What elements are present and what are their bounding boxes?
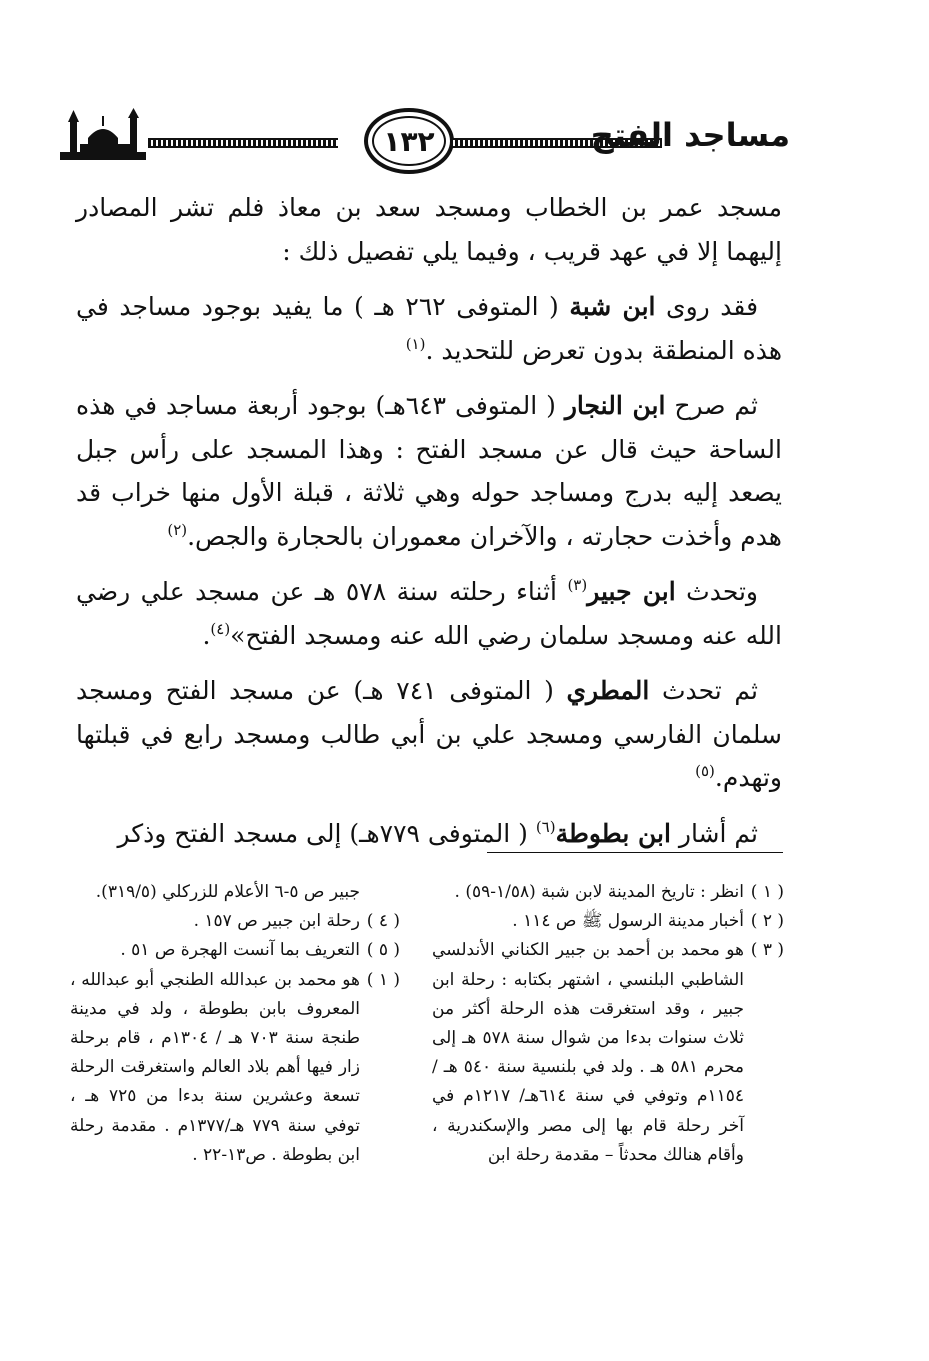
footnote-separator xyxy=(487,852,783,853)
paragraph-text: ثم صرح xyxy=(665,391,759,420)
footnote-text: التعريف بما آنست الهجرة ص ٥١ . xyxy=(120,940,360,961)
footnote xyxy=(70,907,400,936)
footnote-text: جبير ص ٥-٦ الأعلام للزركلي (٣١٩/٥). xyxy=(95,882,360,902)
footnote-ref: (٢) xyxy=(167,520,188,539)
body-paragraph xyxy=(76,812,782,856)
body-text xyxy=(76,186,782,867)
author-name: ابن شبة xyxy=(569,292,656,321)
paragraph-text: وتحدث xyxy=(675,577,758,606)
mosque-icon xyxy=(60,108,146,160)
footnote-number: ( ٣ ) xyxy=(750,940,784,961)
author-name: ابن بطوطة xyxy=(555,818,671,848)
paragraph-text: ( المتوفى ٢٦٢ هـ ) ما يفيد بوجود مساجد في هذه المنطقة بدون تعرض للتحديد . xyxy=(76,292,782,365)
footnote xyxy=(432,936,784,1170)
paragraph-text: ( المتوفى ٧٧٩هـ) إلى مسجد الفتح وذكر xyxy=(117,818,536,848)
body-paragraph xyxy=(76,669,782,800)
footnote xyxy=(432,878,784,907)
paragraph-text: ثم تحدث xyxy=(649,676,758,705)
paragraph-text: ثم أشار xyxy=(670,818,758,848)
footnote xyxy=(70,966,400,1170)
footnotes-right-column xyxy=(432,878,784,1170)
footnotes-left-column xyxy=(70,878,400,1170)
book-title: مساجد الفتح xyxy=(590,116,790,154)
body-paragraph xyxy=(76,384,782,558)
footnote-ref: (٥) xyxy=(695,762,715,780)
footnote-ref: (١) xyxy=(405,334,426,353)
footnote-text: انظر : تاريخ المدينة لابن شبة (١/٥٨-٥٩) . xyxy=(454,882,744,902)
footnote-number: ( ٢ ) xyxy=(750,911,784,932)
paragraph-text: فقد روى xyxy=(655,292,759,321)
body-paragraph xyxy=(76,570,782,657)
paragraph-text: مسجد عمر بن الخطاب ومسجد سعد بن معاذ فلم تشر المصادر إليهما إلا في عهد قريب ، وفيما يلي تفصيل ذلك : xyxy=(76,193,782,266)
page-number: ١٣٢ xyxy=(364,108,454,174)
body-paragraph xyxy=(76,186,782,273)
paragraph-text: ( المتوفى ٧٤١ هـ) عن مسجد الفتح ومسجد سلمان الفارسي ومسجد علي بن أبي طالب ومسجد رابع في قبلتها وتهدم. xyxy=(76,676,782,792)
footnote xyxy=(70,936,400,965)
footnote-ref: (٤) xyxy=(210,619,231,638)
footnote-number: ( ٤ ) xyxy=(366,911,400,932)
author-name: المطري xyxy=(566,676,650,705)
paragraph-text: ( المتوفى ٦٤٣هـ) بوجود أربعة مساجد في هذه الساحة حيث قال عن مسجد الفتح : وهذا المسجد على رأس جبل يصعد إليه بدرج ومساجد حوله وهي ثلاثة ، قبلة الأول منها خراب قد هدم وأخذت حجارته ، والآخران معموران بالحجارة والجص. xyxy=(76,391,782,551)
body-paragraph xyxy=(76,285,782,372)
footnote-text: رحلة ابن جبير ص ١٥٧ . xyxy=(193,911,360,932)
footnote xyxy=(70,878,400,907)
author-name: ابن جبير xyxy=(587,577,676,606)
paragraph-text: . xyxy=(202,620,211,650)
footnote-text: هو محمد بن عبدالله الطنجي أبو عبدالله ، المعروف بابن بطوطة ، ولد في مدينة طنجة سنة ٧٠٣ هـ / ١٣٠٤م ، قام برحلة زار فيها أهم بلاد العالم واستغرقت الرحلة تسعة وعشرين سنة بدءا من ٧٢٥ هـ ، توفي سنة ٧٧٩ هـ/١٣٧٧م . مقدمة رحلة ابن بطوطة . ص١٣-٢٢ . xyxy=(70,969,361,1165)
footnote-number: ( ١ ) xyxy=(750,882,784,902)
paragraph-text: أثناء رحلته سنة ٥٧٨ هـ عن مسجد علي رضي الله عنه ومسجد سلمان رضي الله عنه ومسجد الفتح» xyxy=(76,577,782,650)
footnote-ref: (٣) xyxy=(567,576,588,594)
footnote-number: ( ٥ ) xyxy=(366,940,400,961)
header-divider-left xyxy=(148,138,338,148)
footnote-text: هو محمد بن أحمد بن جبير الكناني الأندلسي الشاطبي البلنسي ، اشتهر بكتابه : رحلة ابن جبير ، وقد استغرقت هذه الرحلة أكثر من ثلاث سنوات بدءا من شوال سنة ٥٧٨ هـ إلى محرم ٥٨١ هـ . ولد في بلنسية سنة ٥٤٠ هـ / ١١٥٤م وتوفي في سنة ٦١٤هـ/ ١٢١٧م في آخر رحلة قام بها إلى مصر والإسكندرية ، وأقام هنالك محدثاً – مقدمة رحلة ابن xyxy=(432,940,745,1165)
footnote-number: ( ١ ) xyxy=(366,969,400,990)
footnote-text: أخبار مدينة الرسول ﷺ ص ١١٤ . xyxy=(512,911,744,932)
footnote xyxy=(432,907,784,936)
page-header xyxy=(60,108,790,180)
author-name: ابن النجار xyxy=(564,391,666,420)
footnote-ref: (٦) xyxy=(535,817,556,836)
